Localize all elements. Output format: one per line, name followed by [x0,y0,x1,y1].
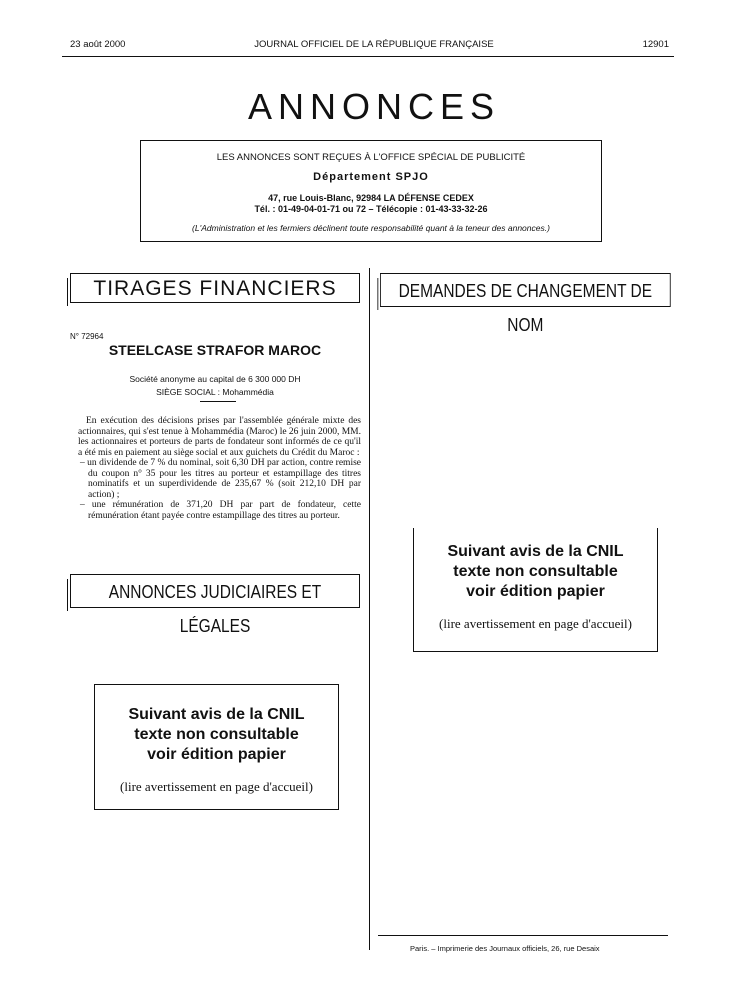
cnil-notice-left [94,684,339,810]
page-title: ANNONCES [247,86,501,127]
cnil-line: Suivant avis de la CNIL [128,706,305,723]
notice-disclaimer: (L'Administration et les fermiers déclinent toute responsabilité quant à la teneur des annonces.) [192,222,550,233]
printer-footer: Paris. – Imprimerie des Journaux officiels, 26, rue Desaix [410,944,600,953]
notice-line: LES ANNONCES SONT REÇUES À L'OFFICE SPÉCIAL DE PUBLICITÉ [216,152,526,163]
cnil-line: voir édition papier [147,746,286,763]
page-number: 12901 [642,39,669,50]
cnil-notice-right [413,528,658,652]
issue-date: 23 août 2000 [70,39,126,50]
company-seat: SIÈGE SOCIAL : Mohammédia [156,387,274,397]
submission-notice [140,140,602,242]
journal-name: JOURNAL OFFICIEL DE LA RÉPUBLIQUE FRANÇAISE [254,39,494,50]
section-changement-de-nom: DEMANDES DE CHANGEMENT DE NOM [380,273,671,307]
section-tirages-financiers: TIRAGES FINANCIERS [70,273,360,303]
cnil-line: voir édition papier [466,583,605,600]
announcement-item: – un dividende de 7 % du nominal, soit 6,30 DH par action, contre remise du coupon n° 35 pour les titres au porteur et estampillage des titres nominatifs et un superdividende de 235,67 % (soit 212,10 DH par action) ; [80,458,361,500]
company-capital: Société anonyme au capital de 6 300 000 DH [129,374,301,384]
column-divider [369,268,370,950]
section-annonces-judiciaires-label: ANNONCES JUDICIAIRES ET LÉGALES [108,582,322,636]
cnil-note: (lire avertissement en page d'accueil) [120,779,313,794]
cnil-note: (lire avertissement en page d'accueil) [439,616,632,631]
notice-department: Département SPJO [313,170,429,183]
header-rule [62,56,674,57]
footer-rule [378,935,668,936]
separator-rule [200,401,236,402]
cnil-line: texte non consultable [453,563,618,580]
cnil-line: texte non consultable [134,726,299,743]
section-annonces-judiciaires [70,574,360,636]
announcement-number: N° 72964 [70,332,104,341]
notice-phones: Tél. : 01-49-04-01-71 ou 72 – Télécopie : 01-43-33-32-26 [254,203,488,214]
notice-address: 47, rue Louis-Blanc, 92984 LA DÉFENSE CEDEX [268,192,474,203]
announcement-paragraph: En exécution des décisions prises par l'assemblée générale mixte des actionnaires, qui s'est tenue à Mohammédia (Maroc) le 26 juin 2000, MM. les actionnaires et porteurs de parts de fondateur sont informés de ce qu'il a été mis en paiement au siège social et aux guichets du Crédit du Maroc : [78,416,361,458]
cnil-line: Suivant avis de la CNIL [447,543,624,560]
company-name: STEELCASE STRAFOR MAROC [108,342,322,358]
announcement-item: – une rémunération de 371,20 DH par part de fondateur, cette rémunération étant payée contre estampillage des titres au porteur. [80,500,361,521]
announcement-body [78,416,361,521]
